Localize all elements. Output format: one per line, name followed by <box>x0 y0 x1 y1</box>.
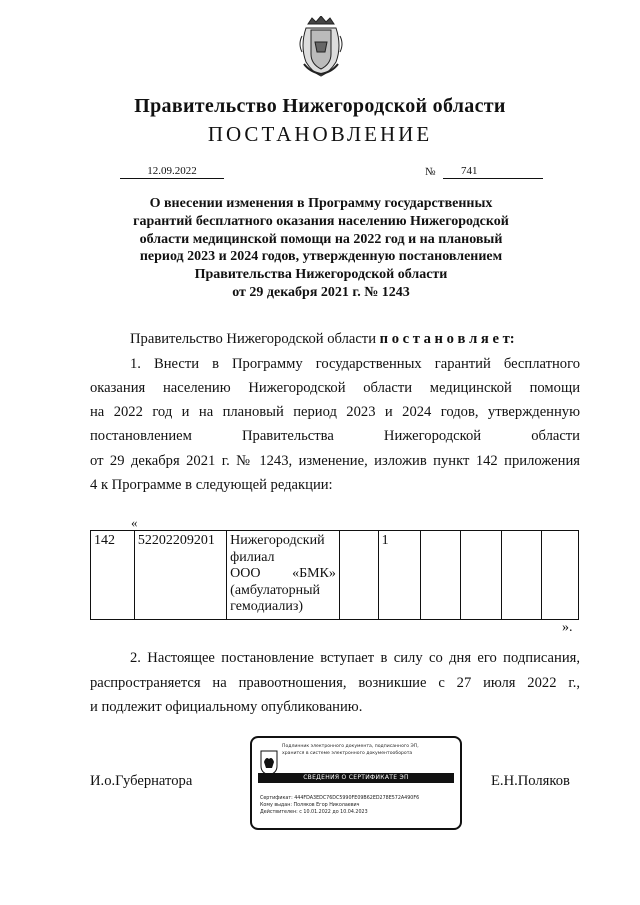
paragraph-2-line: и подлежит официальному опубликованию. <box>90 699 363 715</box>
cell-col8 <box>501 531 541 620</box>
paragraph-1-line: 4 к Программе в следующей редакции: <box>90 477 333 493</box>
intro-text: Правительство Нижегородской области <box>130 331 380 347</box>
organization-line: (амбулаторный <box>230 582 321 598</box>
cell-col7 <box>461 531 501 620</box>
subject-line: Правительства Нижегородской области <box>194 267 448 283</box>
certificate-owner: Кому выдан: Поляков Егор Николаевич <box>260 803 360 808</box>
intro-decree-word: п о с т а н о в л я е т: <box>379 331 515 347</box>
coat-of-arms-icon <box>298 16 344 78</box>
signatory-role: И.о.Губернатора <box>90 773 193 789</box>
document-date: 12.09.2022 <box>120 166 224 179</box>
stamp-header <box>282 744 454 757</box>
paragraph-1-line: на 2022 год и на плановый период 2023 и 2024 годов, утвержденную <box>90 404 580 420</box>
document-type: ПОСТАНОВЛЕНИЕ <box>207 122 433 146</box>
organization-line: гемодиализ) <box>230 599 304 614</box>
amendment-table <box>90 530 579 620</box>
subject-line: гарантий бесплатного оказания населению Нижегородской <box>133 213 509 229</box>
certificate-id: Сертификат: 444FDA3EDC76DC5990FE09B62ED278E572A490F6 <box>260 796 420 801</box>
cell-code: 52202209201 <box>134 531 226 620</box>
subject-line: О внесении изменения в Программу государственных <box>149 196 493 211</box>
signatory-name: Е.Н.Поляков <box>491 773 570 789</box>
subject-line: от 29 декабря 2021 г. № 1243 <box>232 284 410 300</box>
organization-line: филиал <box>230 549 275 565</box>
paragraph-1-line: 1. Внести в Программу государственных гарантий бесплатного <box>130 356 580 372</box>
cell-organization <box>227 531 340 620</box>
electronic-signature-stamp <box>250 736 462 830</box>
cell-number: 142 <box>91 531 135 620</box>
quote-open: « <box>131 515 138 530</box>
organization-line: Нижегородский <box>230 533 325 548</box>
document-number <box>443 166 543 179</box>
subject-line: области медицинской помощи на 2022 год и на плановый <box>139 231 503 247</box>
paragraph-1-line: постановлением Правительства Нижегородской области <box>90 428 580 444</box>
organization-line: ООО «БМК» <box>230 566 336 581</box>
table-row <box>91 531 579 620</box>
stamp-header-line: хранится в системе электронного документооборота <box>282 750 413 756</box>
number-label: № <box>425 166 436 178</box>
cell-col9 <box>541 531 578 620</box>
stamp-title-bar: СВЕДЕНИЯ О СЕРТИФИКАТЕ ЭП <box>258 773 454 783</box>
quote-close: ». <box>562 620 573 635</box>
subject-line: период 2023 и 2024 годов, утвержденную постановлением <box>139 249 503 265</box>
paragraph-2-line: распространяется на правоотношения, возникшие с 27 июля 2022 г., <box>90 675 580 691</box>
paragraph-1-line: от 29 декабря 2021 г. № 1243, изменение, изложив пункт 142 приложения <box>90 453 580 469</box>
stamp-header-line: Подлинник электронного документа, подписанного ЭП, <box>282 744 419 749</box>
cell-col6 <box>420 531 460 620</box>
stamp-details <box>260 795 456 816</box>
document-number-value: 741 <box>461 165 478 177</box>
paragraph-1-line: оказания населению Нижегородской области медицинской помощи <box>90 380 580 396</box>
cell-col4 <box>339 531 378 620</box>
cell-col5: 1 <box>378 531 420 620</box>
certificate-validity: Действителен: с 10.01.2022 до 10.04.2023 <box>260 810 368 815</box>
paragraph-2-line: 2. Настоящее постановление вступает в силу со дня его подписания, <box>130 650 580 666</box>
government-title: Правительство Нижегородской области <box>134 95 506 117</box>
intro-paragraph <box>130 327 600 351</box>
document-subject <box>90 195 552 302</box>
